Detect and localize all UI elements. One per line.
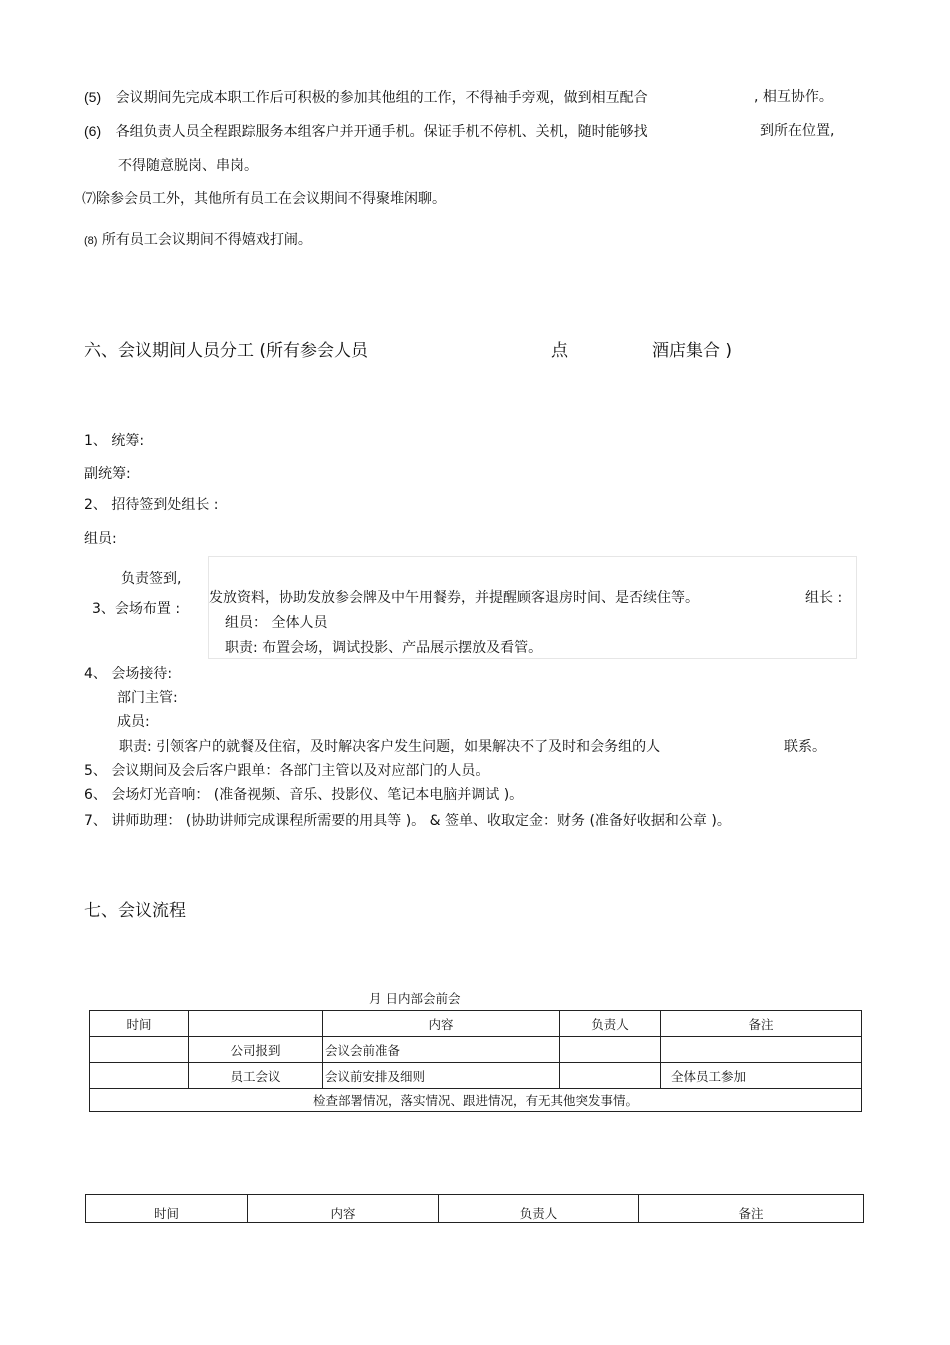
header-cell	[189, 1011, 323, 1037]
table1-caption: 月 日内部会前会	[369, 991, 461, 1006]
rule-text: 所有员工会议期间不得嬉戏打闹。	[101, 232, 312, 248]
rule-5	[84, 88, 648, 107]
rule-5-tail: , 相互协作。	[754, 89, 833, 105]
rule-number: (8)	[84, 235, 98, 247]
section-6-title: 六、会议期间人员分工 (所有参会人员	[84, 341, 369, 361]
table-row	[90, 1063, 862, 1089]
venue-duty-3: 职责: 布置会场，调试投影、产品展示摆放及看管。	[225, 640, 543, 656]
section-7-title: 七、会议流程	[84, 901, 186, 921]
header-cell: 备注	[639, 1195, 864, 1223]
table-cell	[90, 1037, 189, 1063]
reception-duty: 职责: 引领客户的就餐及住宿，及时解决客户发生问题，如果解决不了及时和会务组的人	[119, 739, 661, 755]
section-6-hotel: 酒店集合 )	[652, 341, 733, 361]
section-6-point: 点	[551, 341, 568, 361]
reception-members: 成员:	[117, 714, 150, 730]
table-cell	[90, 1063, 189, 1089]
venue-duty-2: 发放资料，协助发放参会牌及中午用餐券，并提醒顾客退房时间、是否续住等。	[209, 590, 699, 606]
rule-number: (5)	[84, 89, 102, 105]
venue-leader: 组长 :	[805, 590, 843, 606]
table-cell	[560, 1037, 661, 1063]
venue-members: 组员： 全体人员	[225, 615, 328, 631]
rule-7: ⑺除参会员工外，其他所有员工在会议期间不得聚堆闲聊。	[82, 191, 446, 207]
table-header-row	[90, 1011, 862, 1037]
role-venue-reception: 4、 会场接待:	[84, 666, 173, 682]
rule-6-line2: 不得随意脱岗、串岗。	[118, 158, 258, 174]
header-cell: 负责人	[439, 1195, 639, 1223]
reception-head: 部门主管:	[117, 690, 178, 706]
header-cell: 时间	[90, 1011, 189, 1037]
rule-6-tail: 到所在位置,	[760, 123, 835, 139]
header-cell: 内容	[248, 1195, 439, 1223]
role-follow-up: 5、 会议期间及会后客户跟单：各部门主管以及对应部门的人员。	[84, 763, 490, 779]
table-cell: 公司报到	[189, 1037, 323, 1063]
venue-duty-1: 负责签到,	[121, 571, 182, 587]
header-cell: 负责人	[560, 1011, 661, 1037]
rule-number: (6)	[84, 123, 102, 139]
venue-label: 3、会场布置 :	[92, 601, 181, 617]
role-vice-coordinator: 副统筹:	[84, 466, 131, 482]
rule-text: 各组负责人员全程跟踪服务本组客户并开通手机。保证手机不停机、关机，随时能够找	[115, 124, 648, 140]
table-cell: 会议前安排及细则	[323, 1063, 560, 1089]
header-cell: 内容	[323, 1011, 560, 1037]
table-footer-row	[90, 1089, 862, 1112]
table-row	[90, 1037, 862, 1063]
pre-meeting-table	[89, 1010, 862, 1112]
table-cell: 员工会议	[189, 1063, 323, 1089]
rule-8	[84, 231, 312, 250]
header-cell: 时间	[86, 1195, 248, 1223]
rule-text: 会议期间先完成本职工作后可积极的参加其他组的工作，不得袖手旁观，做到相互配合	[115, 90, 648, 106]
role-reception-leader: 2、 招待签到处组长 :	[84, 497, 219, 513]
reception-duty-tail: 联系。	[784, 739, 826, 755]
rule-6	[84, 122, 648, 141]
meeting-flow-table	[85, 1194, 864, 1223]
role-lecturer-assistant: 7、 讲师助理： (协助讲师完成课程所需要的用具等 )。 & 签单、收取定金：财务 (准备好收据和公章 )。	[84, 813, 731, 829]
table-footer-cell: 检查部署情况，落实情况、跟进情况，有无其他突发事情。	[90, 1089, 862, 1112]
table-cell	[560, 1063, 661, 1089]
header-cell: 备注	[661, 1011, 862, 1037]
table-header-row	[86, 1195, 864, 1223]
table-cell	[661, 1037, 862, 1063]
role-reception-members: 组员:	[84, 531, 117, 547]
table-cell: 会议会前准备	[323, 1037, 560, 1063]
table-cell: 全体员工参加	[661, 1063, 862, 1089]
role-coordinator: 1、 统筹:	[84, 433, 145, 449]
role-lighting-audio: 6、 会场灯光音响： (准备视频、音乐、投影仪、笔记本电脑并调试 )。	[84, 787, 524, 803]
